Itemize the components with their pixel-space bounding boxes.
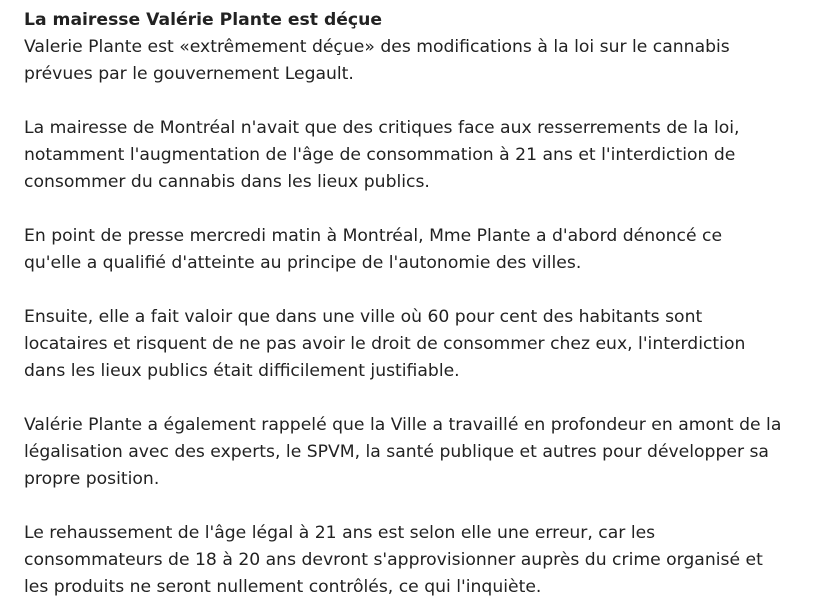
paragraph-6: Le rehaussement de l'âge légal à 21 ans est selon elle une erreur, car les consommateurs de 18 à 20 ans devront s'approvisionner auprès du crime organisé et les produits ne seront nullement contrôlés, ce qui l'inquiète. <box>24 523 763 597</box>
paragraph-1: Valerie Plante est «extrêmement déçue» des modifications à la loi sur le cannabis prévues par le gouvernement Legault. <box>24 37 730 84</box>
section-heading: La mairesse Valérie Plante est déçue <box>24 10 382 30</box>
paragraph-2: La mairesse de Montréal n'avait que des critiques face aux resserrements de la loi, notamment l'augmentation de l'âge de consommation à 21 ans et l'interdiction de consommer du cannabis dans les lieux publics. <box>24 118 740 192</box>
paragraph-5: Valérie Plante a également rappelé que la Ville a travaillé en profondeur en amont de la légalisation avec des experts, le SPVM, la santé publique et autres pour développer sa propre position. <box>24 415 782 489</box>
paragraph-4: Ensuite, elle a fait valoir que dans une ville où 60 pour cent des habitants sont locataires et risquent de ne pas avoir le droit de consommer chez eux, l'interdiction dans les lieux publics était difficilement justifiable. <box>24 307 746 381</box>
paragraph-3: En point de presse mercredi matin à Montréal, Mme Plante a d'abord dénoncé ce qu'elle a qualifié d'atteinte au principe de l'autonomie des villes. <box>24 226 723 273</box>
